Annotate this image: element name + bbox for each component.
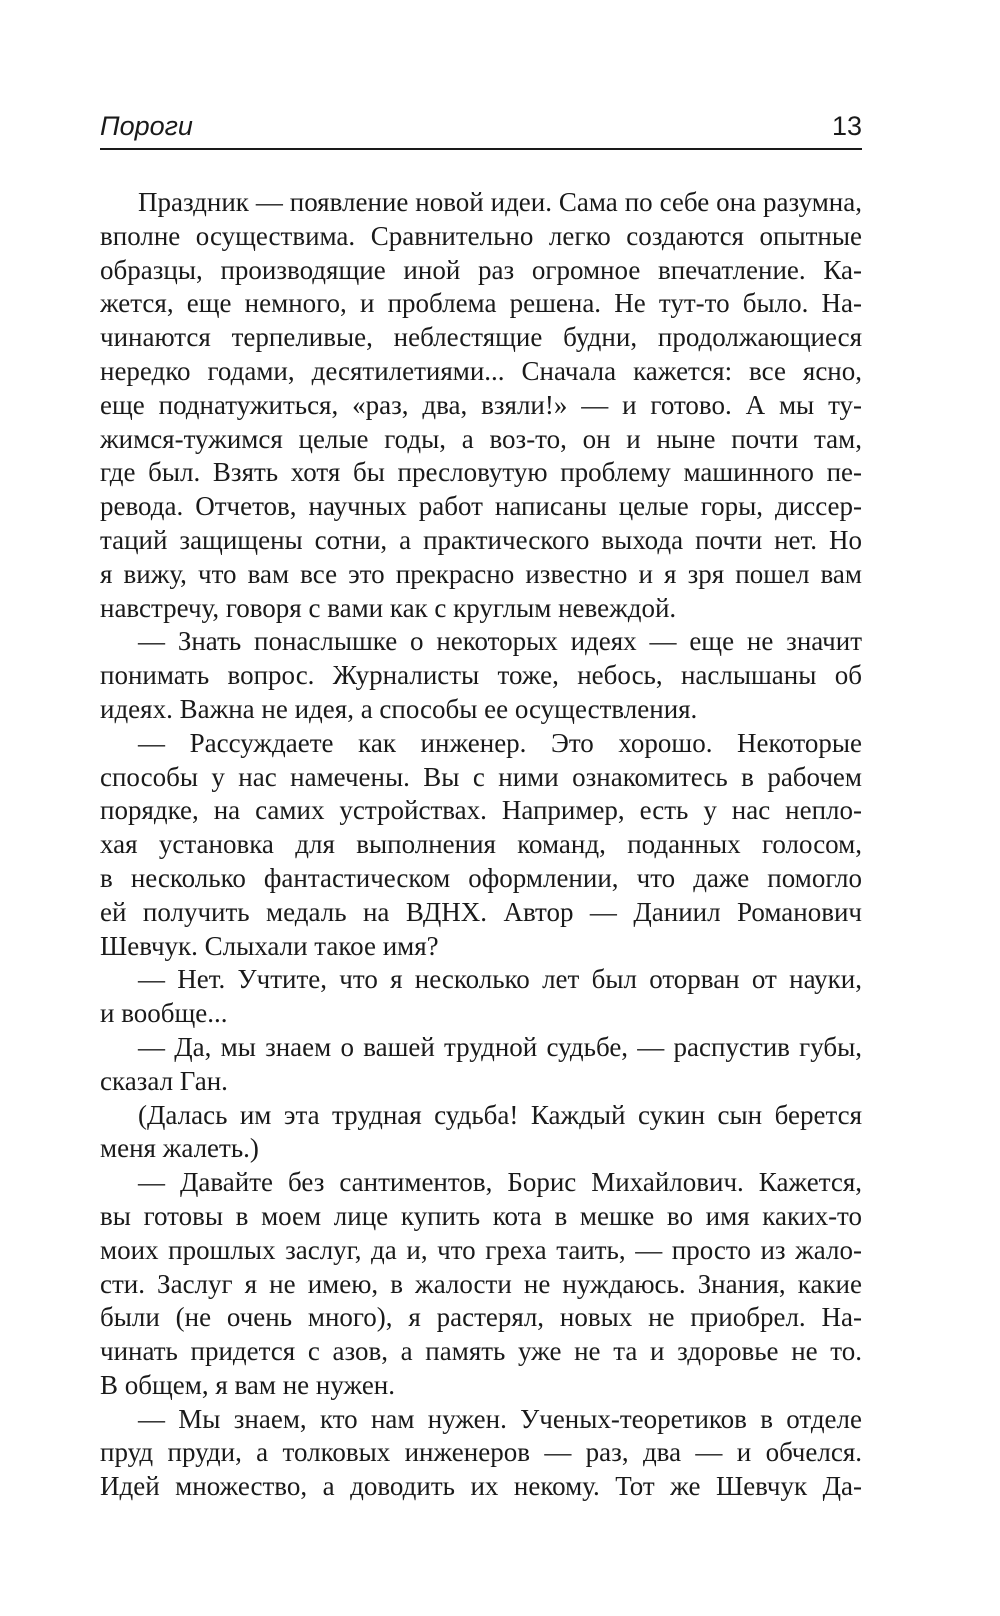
- running-header: [100, 108, 862, 150]
- text-line: вы готовы в моем лице купить кота в мешке во имя каких-то: [100, 1200, 862, 1231]
- text-line: ей получить медаль на ВДНХ. Автор — Даниил Романович: [100, 896, 862, 927]
- text-line: жимся-тужимся целые годы, а воз-то, он и ныне почти там,: [100, 423, 862, 454]
- text-line: В общем, я вам не нужен.: [100, 1369, 395, 1400]
- text-line: я вижу, что вам все это прекрасно известно и я зря пошел вам: [100, 558, 862, 589]
- text-line: чинать придется с азов, а память уже не та и здоровье не то.: [100, 1336, 862, 1367]
- text-line: и вообще...: [100, 998, 228, 1029]
- chapter-title: Пороги: [100, 111, 193, 141]
- page-number: 13: [831, 111, 862, 141]
- text-line: хая установка для выполнения команд, поданных голосом,: [100, 829, 862, 860]
- text-line: моих прошлых заслуг, да и, что греха таить, — просто из жало-: [100, 1234, 862, 1265]
- text-line: были (не очень много), я растерял, новых не приобрел. На-: [100, 1302, 862, 1333]
- text-line: где был. Взять хотя бы пресловутую проблему машинного пе-: [100, 457, 862, 488]
- text-line: сти. Заслуг я не имею, в жалости не нуждаюсь. Знания, какие: [100, 1268, 862, 1299]
- text-line: сказал Ган.: [100, 1065, 228, 1096]
- text-line: еще поднатужиться, «раз, два, взяли!» — и готово. А мы ту-: [100, 389, 862, 420]
- narration-line: (Далась им эта трудная судьба! Каждый сукин сын берется: [138, 1099, 862, 1130]
- book-page: [100, 0, 862, 1616]
- dialogue-line: — Мы знаем, кто нам нужен. Ученых-теоретиков в отделе: [138, 1403, 862, 1434]
- text-line: таций защищены сотни, а практического выхода почти нет. Но: [100, 524, 862, 555]
- text-line: Праздник — появление новой идеи. Сама по себе она разумна,: [138, 187, 862, 217]
- text-line: идеях. Важна не идея, а способы ее осуществления.: [100, 693, 698, 724]
- dialogue-line: — Давайте без сантиментов, Борис Михайлович. Кажется,: [138, 1167, 862, 1198]
- text-line: ревода. Отчетов, научных работ написаны целые горы, диссер-: [100, 491, 862, 522]
- text-line: образцы, производящие иной раз огромное впечатление. Ка-: [100, 254, 862, 285]
- text-line: в несколько фантастическом оформлении, что даже помогло: [100, 862, 862, 893]
- text-line: вполне осуществима. Сравнительно легко создаются опытные: [100, 220, 862, 251]
- text-line: порядке, на самих устройствах. Например, есть у нас непло-: [100, 795, 862, 826]
- text-line: Идей множество, а доводить их некому. Тот же Шевчук Да-: [100, 1471, 862, 1502]
- text-line: меня жалеть.): [100, 1133, 259, 1164]
- text-line: Шевчук. Слыхали такое имя?: [100, 930, 439, 961]
- dialogue-line: — Нет. Учтите, что я несколько лет был оторван от науки,: [138, 964, 862, 995]
- text-line: понимать вопрос. Журналисты тоже, небось, наслышаны об: [100, 660, 862, 691]
- text-line: навстречу, говоря с вами как с круглым невеждой.: [100, 592, 677, 623]
- text-line: способы у нас намечены. Вы с ними ознакомитесь в рабочем: [100, 761, 862, 792]
- dialogue-line: — Рассуждаете как инженер. Это хорошо. Некоторые: [138, 727, 862, 758]
- body-text: [100, 186, 862, 1504]
- dialogue-line: — Да, мы знаем о вашей трудной судьбе, — распустив губы,: [138, 1031, 862, 1062]
- text-line: чинаются терпеливые, неблестящие будни, продолжающиеся: [100, 322, 862, 353]
- dialogue-line: — Знать понаслышке о некоторых идеях — еще не значит: [138, 626, 862, 657]
- text-line: нередко годами, десятилетиями... Сначала кажется: все ясно,: [100, 355, 862, 386]
- text-line: пруд пруди, а толковых инженеров — раз, два — и обчелся.: [100, 1437, 862, 1468]
- text-line: жется, еще немного, и проблема решена. Не тут-то было. На-: [100, 288, 862, 319]
